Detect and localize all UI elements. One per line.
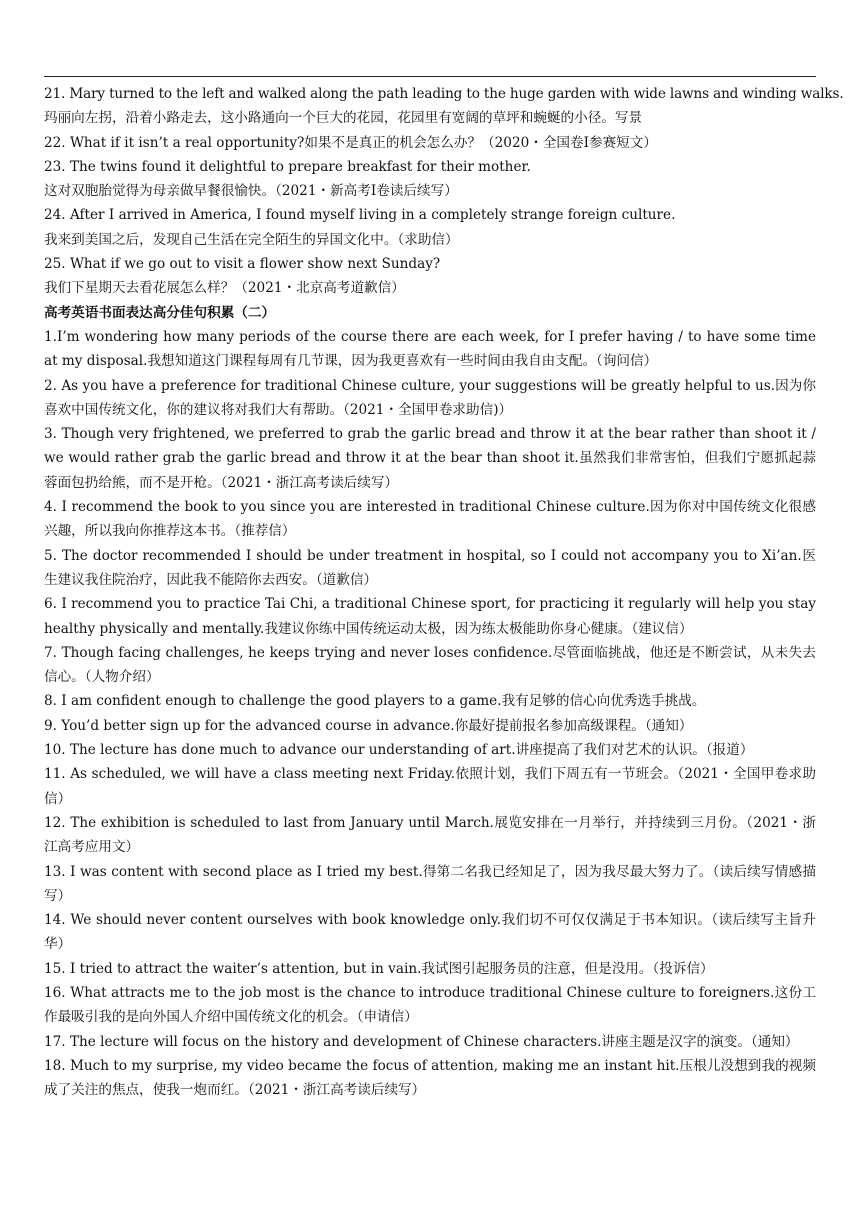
sentence-text: 16. What attracts me to the job most is the chance to introduce traditional Chinese culture to foreigners.这份工作最吸引我的是向外国人介绍中国传统文化的机会。（申请信） — [44, 984, 816, 1026]
sentence-text: 1.I’m wondering how many periods of the course there are each week, for I prefer having / to have some time at my disposal.我想知道这门课程每周有几节课，因为我更喜欢有一些时间由我自由支配。（询问信） — [44, 328, 816, 370]
sentence-text: 15. I tried to attract the waiter’s attention, but in vain.我试图引起服务员的注意，但是没用。（投诉信） — [44, 960, 714, 977]
sentence-text: 10. The lecture has done much to advance our understanding of art.讲座提高了我们对艺术的认识。（报道） — [44, 742, 754, 759]
sentence-chinese: 我来到美国之后，发现自己生活在完全陌生的异国文化中。（求助信） — [44, 231, 459, 248]
sentence-item-6 — [44, 592, 816, 641]
header-rule — [44, 76, 816, 77]
sentence-english: 24. After I arrived in America, I found myself living in a completely strange foreign culture. — [44, 207, 676, 224]
sentence-item-12 — [44, 811, 816, 860]
sentence-english: 23. The twins found it delightful to prepare breakfast for their mother. — [44, 158, 531, 175]
sentence-item-2 — [44, 374, 816, 423]
sentence-item-8 — [44, 689, 816, 713]
sentence-text: 17. The lecture will focus on the history and development of Chinese characters.讲座主题是汉字的演变。（通知） — [44, 1033, 799, 1050]
sentence-item-5 — [44, 544, 816, 593]
sentence-text: 9. You’d better sign up for the advanced course in advance.你最好提前报名参加高级课程。（通知） — [44, 717, 693, 734]
sentence-text: 4. I recommend the book to you since you are interested in traditional Chinese culture.因为你对中国传统文化很感兴趣，所以我向你推荐这本书。（推荐信） — [44, 499, 816, 540]
sentence-english: 25. What if we go out to visit a flower show next Sunday? — [44, 256, 441, 273]
sentence-item-11 — [44, 762, 816, 811]
sentence-chinese: 玛丽向左拐，沿着小路走去，这小路通向一个巨大的花园，花园里有宽阔的草坪和蜿蜒的小径。写景 — [44, 110, 643, 127]
sentence-chinese: 这对双胞胎觉得为母亲做早餐很愉快。（2021・新高考Ⅰ卷读后续写） — [44, 183, 458, 200]
sentence-item-23 — [44, 155, 816, 204]
sentence-text: 22. What if it isn’t a real opportunity?如果不是真正的机会怎么办？（2020・全国卷Ⅰ参赛短文） — [44, 134, 657, 151]
sentence-item-14 — [44, 908, 816, 957]
sentence-item-4 — [44, 495, 816, 544]
sentence-item-22 — [44, 131, 816, 155]
sentence-item-17 — [44, 1030, 816, 1054]
sentence-item-3 — [44, 422, 816, 495]
sentence-item-18 — [44, 1054, 816, 1103]
sentence-item-21 — [44, 82, 844, 131]
sentence-item-16 — [44, 981, 816, 1030]
sentence-item-25 — [44, 252, 816, 301]
sentence-text: 18. Much to my surprise, my video became the focus of attention, making me an instant hit.压根儿没想到我的视频成了关注的焦点，使我一炮而红。（2021・浙江高考读后续写） — [44, 1057, 816, 1099]
sentence-text: 12. The exhibition is scheduled to last from January until March.展览安排在一月举行，并持续到三月份。（2021・浙江高考应用文） — [44, 814, 816, 856]
sentence-item-13 — [44, 860, 816, 909]
sentence-item-7 — [44, 641, 816, 690]
sentence-text: 8. I am confident enough to challenge the good players to a game.我有足够的信心向优秀选手挑战。 — [44, 693, 706, 710]
sentence-chinese: 我们下星期天去看花展怎么样？（2021・北京高考道歉信） — [44, 280, 405, 297]
sentence-item-24 — [44, 203, 816, 252]
sentence-text: 14. We should never content ourselves with book knowledge only.我们切不可仅仅满足于书本知识。（读后续写主旨升华） — [44, 912, 816, 953]
sentence-text: 6. I recommend you to practice Tai Chi, a traditional Chinese sport, for practicing it regularly will help you stay healthy physically and mentally.我建议你练中国传统运动太极，因为练太极能助你身心健康。（建议信） — [44, 596, 816, 637]
sentence-item-1 — [44, 325, 816, 374]
sentence-text: 11. As scheduled, we will have a class meeting next Friday.依照计划，我们下周五有一节班会。（2021・全国甲卷求助信） — [44, 766, 816, 807]
sentence-text: 5. The doctor recommended I should be under treatment in hospital, so I could not accompany you to Xi’an.医生建议我住院治疗，因此我不能陪你去西安。（道歉信） — [44, 547, 816, 588]
section-heading: 高考英语书面表达高分佳句积累（二） — [44, 304, 276, 321]
sentence-item-10 — [44, 738, 816, 762]
sentence-english: 21. Mary turned to the left and walked along the path leading to the huge garden with wide lawns and winding walks. — [44, 86, 844, 102]
sentence-text: 3. Though very frightened, we preferred to grab the garlic bread and throw it at the bear rather than shoot it / we would rather grab the garlic bread and throw it at the bear than shoot it.虽然我们非常害怕，但我们宁愿抓起蒜蓉面包扔给熊，而不是开枪。（2021・浙江高考读后续写） — [44, 426, 816, 491]
sentence-item-15 — [44, 957, 816, 981]
document-content — [44, 82, 844, 1102]
sentence-text: 7. Though facing challenges, he keeps trying and never loses confidence.尽管面临挑战，他还是不断尝试，从未失去信心。（人物介绍） — [44, 644, 816, 686]
sentence-item-9 — [44, 714, 816, 738]
sentence-text: 13. I was content with second place as I tried my best.得第二名我已经知足了，因为我尽最大努力了。（读后续写情感描写） — [44, 863, 816, 904]
sentence-text: 2. As you have a preference for traditional Chinese culture, your suggestions will be greatly helpful to us.因为你喜欢中国传统文化，你的建议将对我们大有帮助。（2021・全国甲卷求助信)） — [44, 377, 816, 418]
